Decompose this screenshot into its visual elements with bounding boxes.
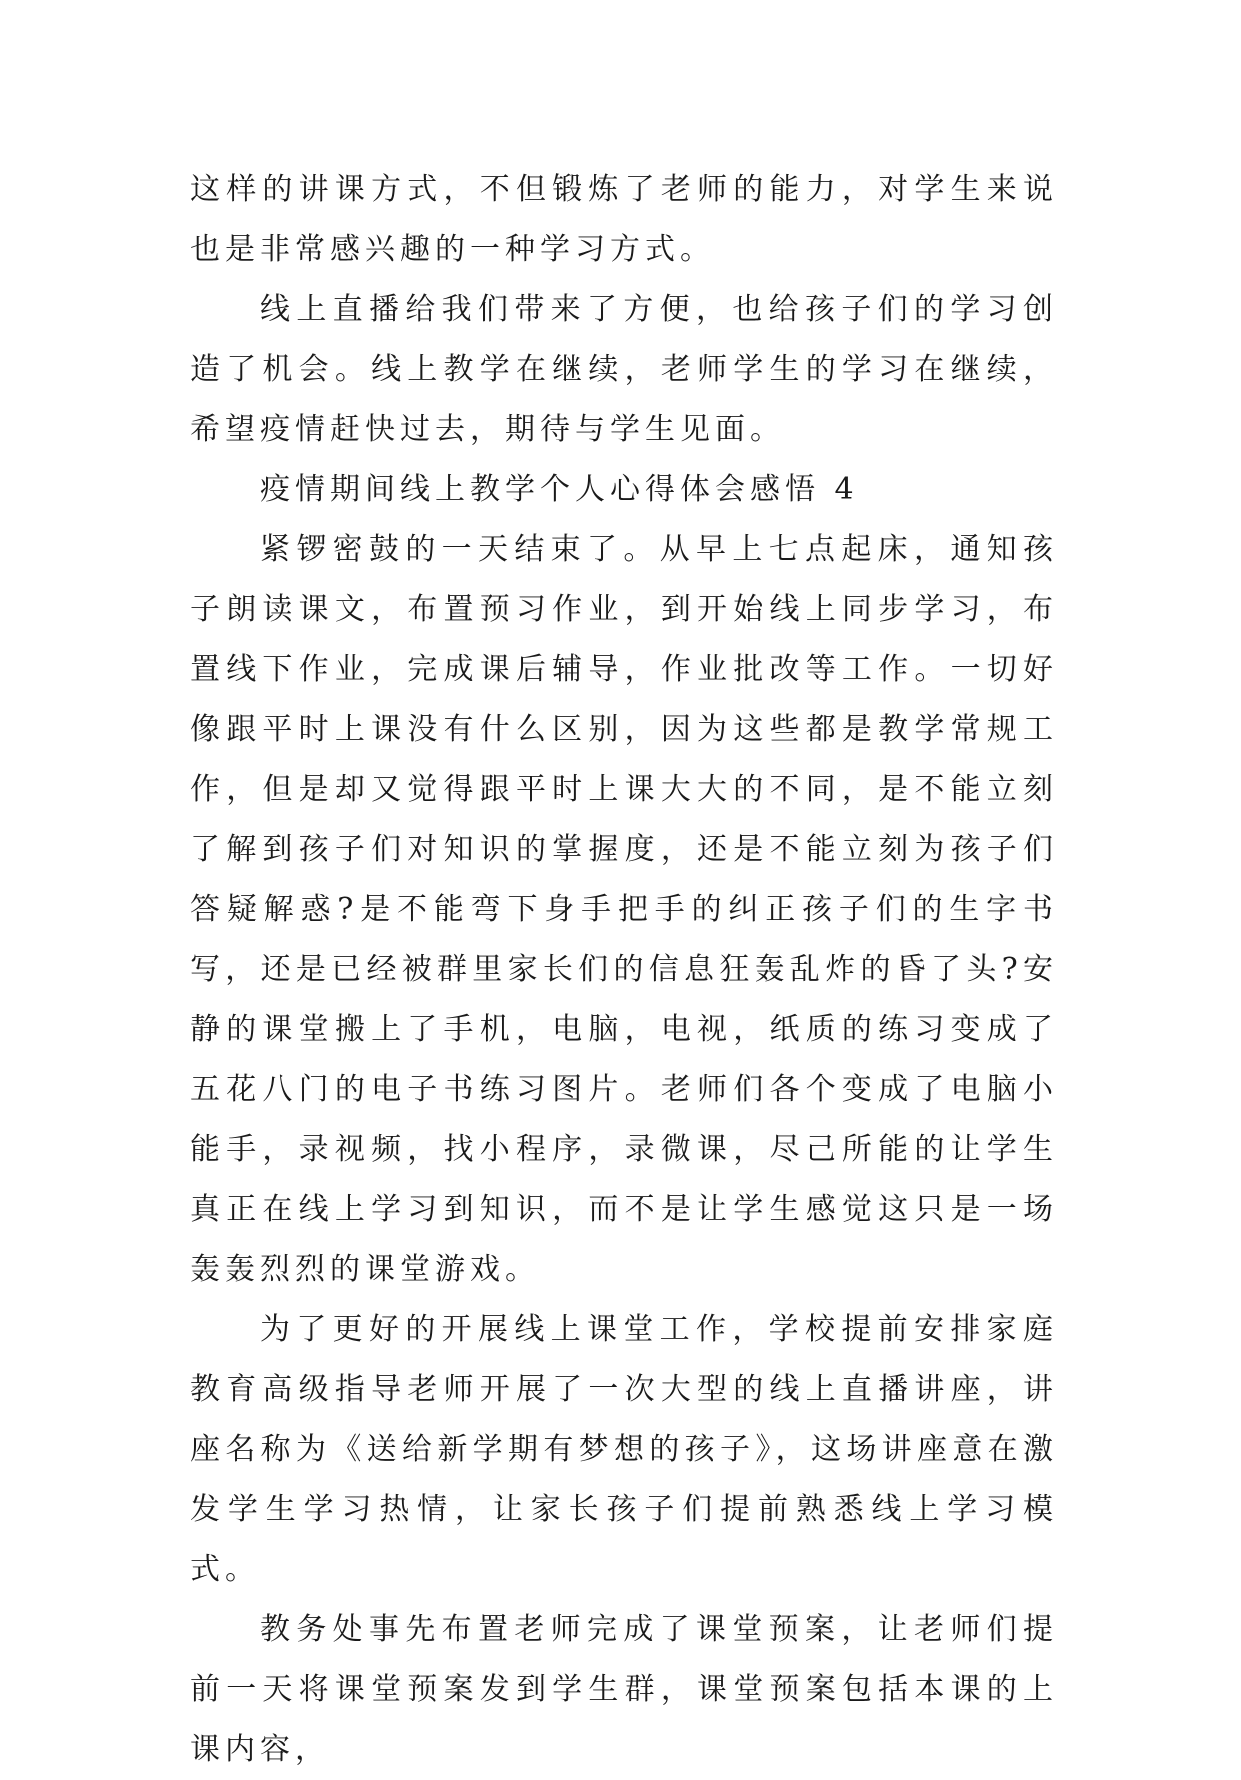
section-heading: 疫情期间线上教学个人心得体会感悟 4 <box>260 472 859 507</box>
paragraph-busy-day: 紧锣密鼓的一天结束了。从早上七点起床，通知孩子朗读课文，布置预习作业，到开始线上同步学习，布置线下作业，完成课后辅导，作业批改等工作。一切好像跟平时上课没有什么区别，因为这些都是教学常规工作，但是却又觉得跟平时上课大大的不同，是不能立刻了解到孩子们对知识的掌握度，还是不能立刻为孩子们答疑解惑?是不能弯下身手把手的纠正孩子们的生字书写，还是已经被群里家长们的信息狂轰乱炸的昏了头?安静的课堂搬上了手机，电脑，电视，纸质的练习变成了五花八门的电子书练习图片。老师们各个变成了电脑小能手，录视频，找小程序，录微课，尽己所能的让学生真正在线上学习到知识，而不是让学生感觉这只是一场轰轰烈烈的课堂游戏。 <box>190 532 1058 1287</box>
paragraph-online-live: 线上直播给我们带来了方便，也给孩子们的学习创造了机会。线上教学在继续，老师学生的学习在继续，希望疫情赶快过去，期待与学生见面。 <box>190 292 1058 447</box>
paragraph-lesson-plan: 教务处事先布置老师完成了课堂预案，让老师们提前一天将课堂预案发到学生群，课堂预案包括本课的上课内容， <box>190 1612 1058 1767</box>
paragraph-lecture: 为了更好的开展线上课堂工作，学校提前安排家庭教育高级指导老师开展了一次大型的线上直播讲座，讲座名称为《送给新学期有梦想的孩子》，这场讲座意在激发学生学习热情，让家长孩子们提前熟悉线上学习模式。 <box>190 1312 1058 1587</box>
paragraph-continuation: 这样的讲课方式，不但锻炼了老师的能力，对学生来说也是非常感兴趣的一种学习方式。 <box>190 172 1058 267</box>
document-body <box>190 160 1058 1780</box>
